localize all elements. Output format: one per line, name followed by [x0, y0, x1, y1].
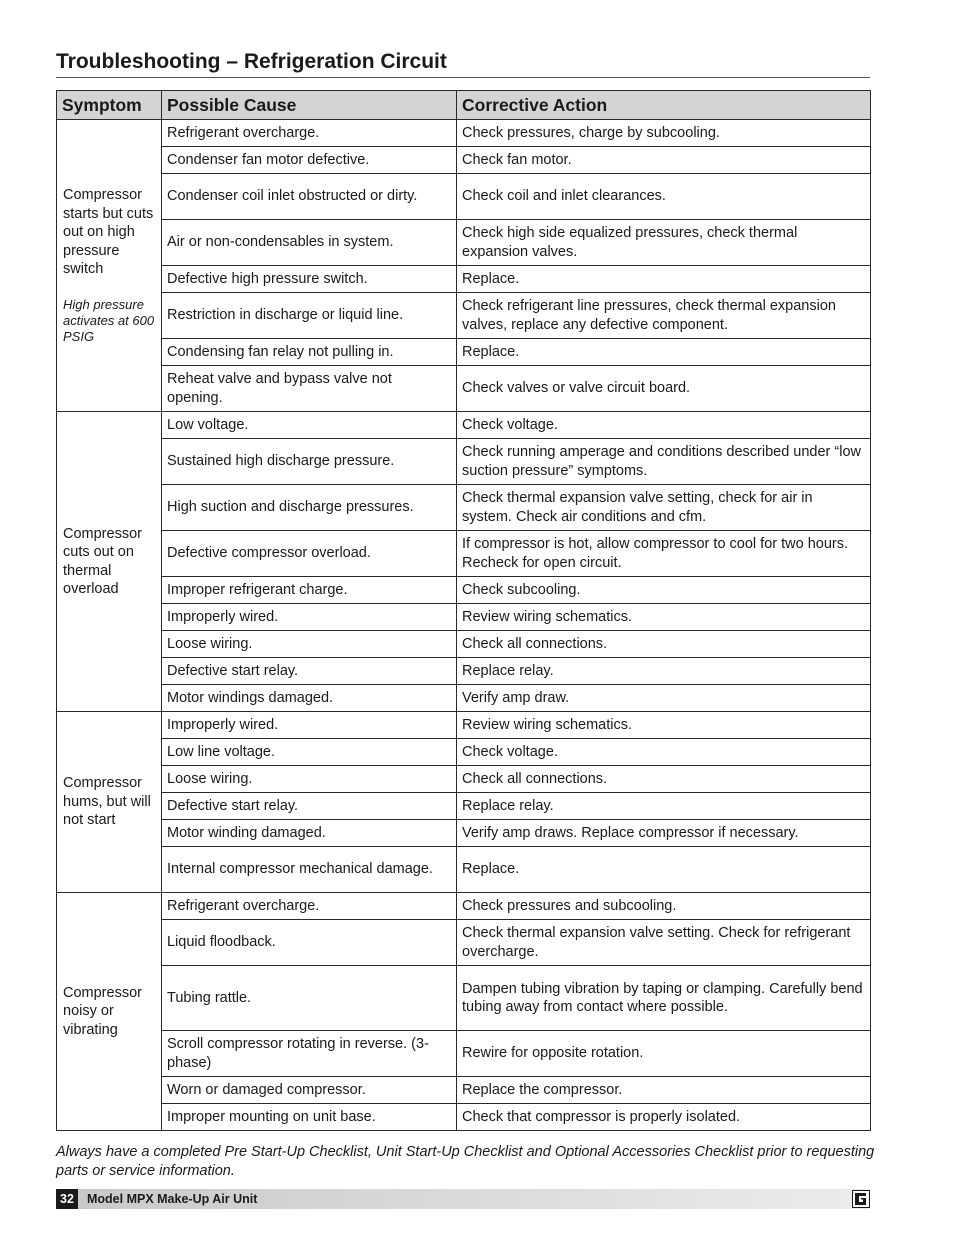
- action-cell: Replace relay.: [457, 658, 871, 685]
- action-cell: Check pressures, charge by subcooling.: [457, 120, 871, 147]
- cause-cell: Improperly wired.: [162, 604, 457, 631]
- table-header-row: [57, 91, 871, 120]
- table-row: [57, 920, 871, 966]
- troubleshooting-table: [56, 90, 871, 1131]
- cause-cell: Restriction in discharge or liquid line.: [162, 293, 457, 339]
- header-possible-cause: Possible Cause: [162, 91, 457, 120]
- action-cell: Check valves or valve circuit board.: [457, 366, 871, 412]
- table-row: [57, 893, 871, 920]
- table-row: [57, 658, 871, 685]
- cause-cell: Worn or damaged compressor.: [162, 1077, 457, 1104]
- cause-cell: Defective start relay.: [162, 793, 457, 820]
- symptom-note: High pressure activates at 600 PSIG: [63, 296, 155, 344]
- table-row: [57, 293, 871, 339]
- page-title: Troubleshooting – Refrigeration Circuit: [56, 50, 447, 73]
- symptom-text: Compressor hums, but will not start: [63, 775, 151, 829]
- action-cell: Check thermal expansion valve setting. Check for refrigerant overcharge.: [457, 920, 871, 966]
- table-row: [57, 147, 871, 174]
- action-cell: Check refrigerant line pressures, check thermal expansion valves, replace any defective component.: [457, 293, 871, 339]
- cause-cell: Sustained high discharge pressure.: [162, 439, 457, 485]
- cause-cell: Liquid floodback.: [162, 920, 457, 966]
- action-cell: Check subcooling.: [457, 577, 871, 604]
- title-divider: [56, 77, 870, 78]
- cause-cell: Improper refrigerant charge.: [162, 577, 457, 604]
- action-cell: Check fan motor.: [457, 147, 871, 174]
- table-row: [57, 220, 871, 266]
- cause-cell: Motor winding damaged.: [162, 820, 457, 847]
- table-row: [57, 966, 871, 1031]
- cause-cell: Defective start relay.: [162, 658, 457, 685]
- action-cell: Check coil and inlet clearances.: [457, 174, 871, 220]
- cause-cell: Tubing rattle.: [162, 966, 457, 1031]
- symptom-text: Compressor noisy or vibrating: [63, 984, 142, 1038]
- action-cell: Check voltage.: [457, 739, 871, 766]
- cause-cell: Condensing fan relay not pulling in.: [162, 339, 457, 366]
- cause-cell: Condenser fan motor defective.: [162, 147, 457, 174]
- action-cell: Verify amp draw.: [457, 685, 871, 712]
- action-cell: If compressor is hot, allow compressor to cool for two hours. Recheck for open circuit.: [457, 531, 871, 577]
- cause-cell: Motor windings damaged.: [162, 685, 457, 712]
- table-row: [57, 412, 871, 439]
- table-row: [57, 712, 871, 739]
- action-cell: Check all connections.: [457, 766, 871, 793]
- table-row: [57, 1031, 871, 1077]
- page-footer: [56, 1189, 870, 1209]
- table-row: [57, 439, 871, 485]
- action-cell: Replace.: [457, 847, 871, 893]
- cause-cell: Improperly wired.: [162, 712, 457, 739]
- action-cell: Replace the compressor.: [457, 1077, 871, 1104]
- action-cell: Check voltage.: [457, 412, 871, 439]
- action-cell: Review wiring schematics.: [457, 712, 871, 739]
- table-row: [57, 739, 871, 766]
- table-row: [57, 1077, 871, 1104]
- action-cell: Check all connections.: [457, 631, 871, 658]
- footnote: Always have a completed Pre Start-Up Checklist, Unit Start-Up Checklist and Optional Accessories Checklist prior to requesting parts or service information.: [56, 1144, 875, 1179]
- action-cell: Replace.: [457, 339, 871, 366]
- action-cell: Dampen tubing vibration by taping or clamping. Carefully bend tubing away from contact where possible.: [457, 966, 871, 1031]
- table-row: [57, 485, 871, 531]
- table-row: [57, 766, 871, 793]
- table-row: [57, 820, 871, 847]
- table-row: [57, 685, 871, 712]
- table-row: [57, 847, 871, 893]
- table-row: [57, 631, 871, 658]
- action-cell: Replace relay.: [457, 793, 871, 820]
- table-row: [57, 577, 871, 604]
- cause-cell: High suction and discharge pressures.: [162, 485, 457, 531]
- cause-cell: Defective compressor overload.: [162, 531, 457, 577]
- greenheck-logo-icon: [852, 1190, 870, 1208]
- cause-cell: Refrigerant overcharge.: [162, 120, 457, 147]
- cause-cell: Loose wiring.: [162, 766, 457, 793]
- table-row: [57, 1104, 871, 1131]
- cause-cell: Improper mounting on unit base.: [162, 1104, 457, 1131]
- cause-cell: Condenser coil inlet obstructed or dirty.: [162, 174, 457, 220]
- header-corrective-action: Corrective Action: [457, 91, 871, 120]
- page-number: 32: [56, 1189, 78, 1209]
- cause-cell: Scroll compressor rotating in reverse. (3-phase): [162, 1031, 457, 1077]
- action-cell: Check thermal expansion valve setting, check for air in system. Check air conditions and cfm.: [457, 485, 871, 531]
- footer-model-name: Model MPX Make-Up Air Unit: [87, 1192, 258, 1206]
- cause-cell: Defective high pressure switch.: [162, 266, 457, 293]
- table-row: [57, 339, 871, 366]
- cause-cell: Refrigerant overcharge.: [162, 893, 457, 920]
- symptom-cell: [57, 120, 162, 412]
- cause-cell: Air or non-condensables in system.: [162, 220, 457, 266]
- table-row: [57, 174, 871, 220]
- cause-cell: Low voltage.: [162, 412, 457, 439]
- table-row: [57, 793, 871, 820]
- symptom-cell: [57, 712, 162, 893]
- action-cell: Replace.: [457, 266, 871, 293]
- action-cell: Verify amp draws. Replace compressor if necessary.: [457, 820, 871, 847]
- header-symptom: Symptom: [57, 91, 162, 120]
- table-row: [57, 604, 871, 631]
- action-cell: Check that compressor is properly isolated.: [457, 1104, 871, 1131]
- action-cell: Review wiring schematics.: [457, 604, 871, 631]
- table-row: [57, 531, 871, 577]
- symptom-text: Compressor starts but cuts out on high pressure switch: [63, 187, 154, 278]
- action-cell: Rewire for opposite rotation.: [457, 1031, 871, 1077]
- symptom-text: Compressor cuts out on thermal overload: [63, 525, 142, 597]
- table-body: [57, 120, 871, 1131]
- cause-cell: Internal compressor mechanical damage.: [162, 847, 457, 893]
- symptom-cell: [57, 412, 162, 712]
- cause-cell: Loose wiring.: [162, 631, 457, 658]
- table-row: [57, 120, 871, 147]
- symptom-cell: [57, 893, 162, 1131]
- table-row: [57, 266, 871, 293]
- cause-cell: Low line voltage.: [162, 739, 457, 766]
- cause-cell: Reheat valve and bypass valve not opening.: [162, 366, 457, 412]
- table-row: [57, 366, 871, 412]
- action-cell: Check high side equalized pressures, check thermal expansion valves.: [457, 220, 871, 266]
- action-cell: Check pressures and subcooling.: [457, 893, 871, 920]
- action-cell: Check running amperage and conditions described under “low suction pressure” symptoms.: [457, 439, 871, 485]
